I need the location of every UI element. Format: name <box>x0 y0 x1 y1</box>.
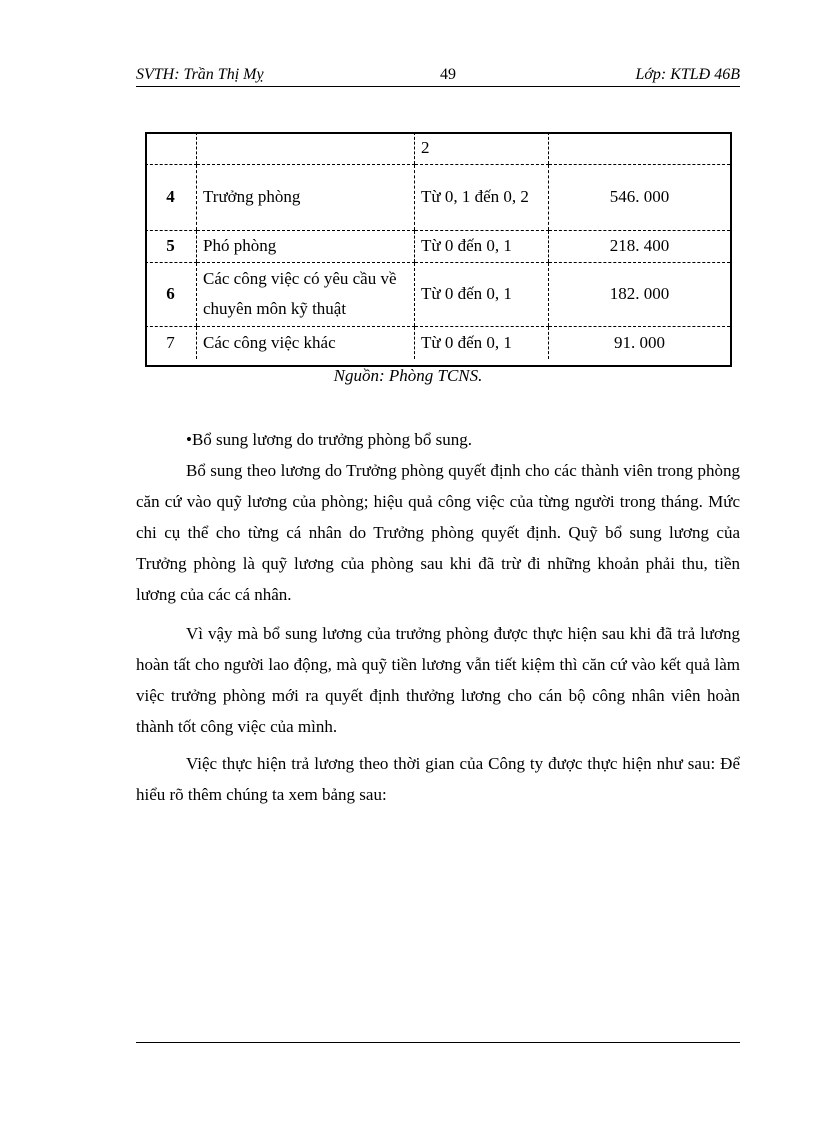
coefficient: Từ 0 đến 0, 1 <box>415 326 549 359</box>
footer-divider <box>136 1042 740 1043</box>
coefficient: Từ 0, 1 đến 0, 2 <box>415 164 549 230</box>
job-title <box>197 132 415 164</box>
paragraph-3-block <box>136 748 740 810</box>
job-title: Phó phòng <box>197 230 415 262</box>
row-number: 7 <box>166 332 175 352</box>
class-code: Lớp: KTLĐ 46B <box>635 66 740 83</box>
amount: 182. 000 <box>549 262 731 326</box>
amount: 546. 000 <box>549 164 731 230</box>
row-number: 5 <box>145 230 197 262</box>
paragraph-1-block <box>136 455 740 610</box>
page-header <box>136 64 740 87</box>
coefficient: 2 <box>415 132 549 164</box>
salary-table <box>145 132 730 359</box>
row-number <box>145 132 197 164</box>
table-row <box>145 230 730 262</box>
page-number: 49 <box>440 66 456 83</box>
amount: 91. 000 <box>549 326 731 359</box>
paragraph-2-block <box>136 618 740 742</box>
paragraph: Việc thực hiện trả lương theo thời gian của Công ty được thực hiện như sau: Để hiểu rõ thêm chúng ta xem bảng sau: <box>136 754 740 804</box>
amount <box>549 132 731 164</box>
table-source: Nguồn: Phòng TCNS. <box>333 366 483 385</box>
table-row <box>145 326 730 359</box>
table-row <box>145 132 730 164</box>
row-number: 4 <box>145 164 197 230</box>
paragraph: Bổ sung theo lương do Trưởng phòng quyết định cho các thành viên trong phòng căn cứ vào quỹ lương của phòng; hiệu quả công việc của từng người trong tháng. Mức chi cụ thể cho từng cá nhân do Trưởng phòng quyết định. Quỹ bổ sung lương của Trưởng phòng là quỹ lương của phòng sau khi đã trừ đi những khoản phải thu, tiền lương của các cá nhân. <box>136 461 740 604</box>
amount: 218. 400 <box>549 230 731 262</box>
coefficient: Từ 0 đến 0, 1 <box>415 262 549 326</box>
job-title: Các công việc có yêu cầu về chuyên môn kỹ thuật <box>197 262 415 326</box>
row-number: 6 <box>145 262 197 326</box>
job-title: Trưởng phòng <box>197 164 415 230</box>
bullet-heading: •Bổ sung lương do trưởng phòng bổ sung. <box>186 430 473 449</box>
coefficient: Từ 0 đến 0, 1 <box>415 230 549 262</box>
job-title: Các công việc khác <box>197 326 415 359</box>
table-row <box>145 164 730 230</box>
table-row <box>145 262 730 326</box>
paragraph: Vì vậy mà bổ sung lương của trưởng phòng được thực hiện sau khi đã trả lương hoàn tất cho người lao động, mà quỹ tiền lương vẫn tiết kiệm thì căn cứ vào kết quả làm việc trưởng phòng mới ra quyết định thưởng lương cho cán bộ công nhân viên hoàn thành tốt công việc của mình. <box>136 624 740 736</box>
author-name: SVTH: Trần Thị Mỵ <box>136 66 264 83</box>
